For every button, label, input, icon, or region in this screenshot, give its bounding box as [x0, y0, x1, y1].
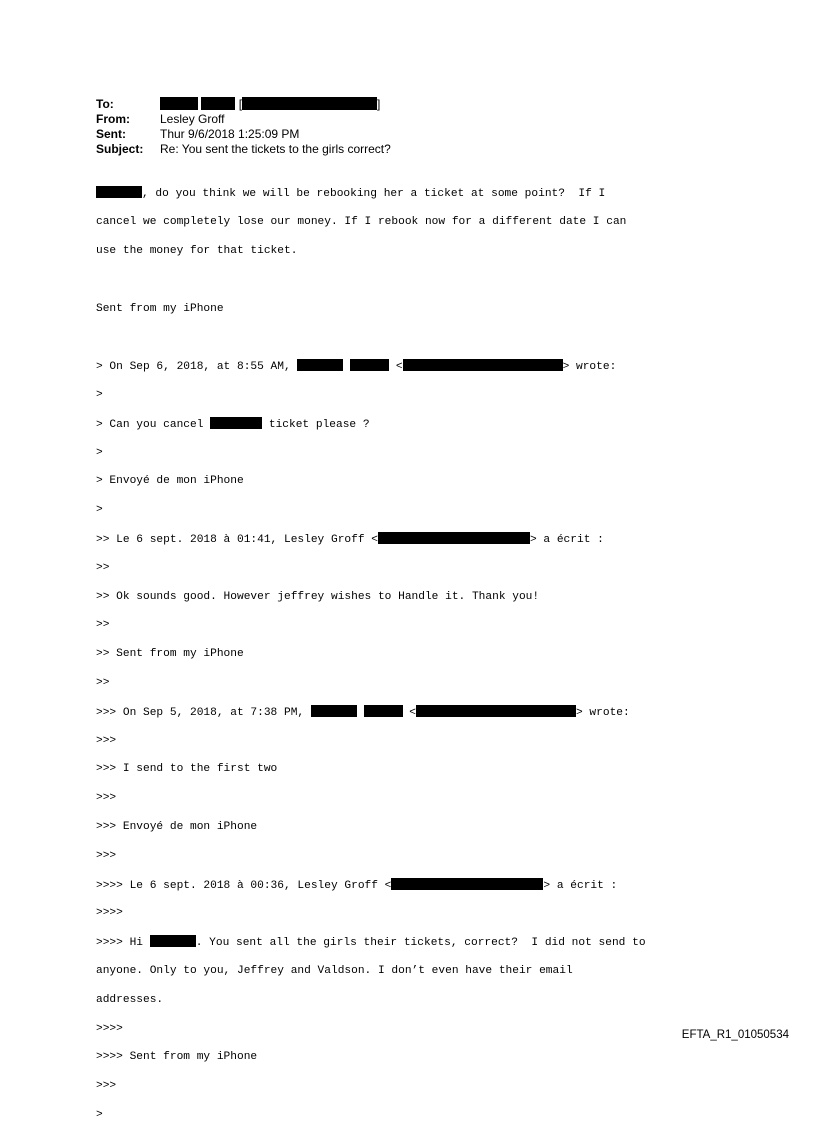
body-line: >>: [96, 619, 110, 632]
body-text: > On Sep 6, 2018, at 8:55 AM,: [96, 361, 298, 374]
body-line: >: [96, 446, 103, 459]
body-text: , do you think we will be rebooking her a ticket at some point? If I: [142, 188, 606, 201]
body-line: >>>> Sent from my iPhone: [96, 1051, 258, 1064]
from-value: Lesley Groff: [160, 112, 225, 126]
body-text: <: [389, 361, 403, 374]
body-text: >>>> Hi: [96, 937, 150, 950]
body-text: <: [402, 706, 416, 719]
from-label: From:: [96, 112, 130, 126]
subject-value: Re: You sent the tickets to the girls correct?: [160, 142, 391, 156]
sent-label: Sent:: [96, 127, 126, 141]
body-line: [96, 878, 646, 892]
body-text: > a écrit :: [543, 879, 618, 892]
body-line: >>>: [96, 734, 117, 747]
to-label: To:: [96, 97, 114, 111]
body-line: >>: [96, 561, 110, 574]
redaction-bar: [160, 97, 198, 110]
body-line: >>: [96, 676, 110, 689]
body-line: >: [96, 504, 103, 517]
body-line: [96, 705, 646, 719]
body-text: > wrote:: [576, 706, 630, 719]
redaction-bar: [378, 532, 530, 544]
body-line: cancel we completely lose our money. If I rebook now for a different date I can: [96, 216, 627, 229]
body-blank: [96, 273, 646, 287]
body-text: > Can you cancel: [96, 418, 211, 431]
redaction-bar: [311, 705, 357, 717]
redaction-bar: [242, 97, 377, 110]
body-text: . You sent all the girls their tickets, correct? I did not send to: [195, 937, 646, 950]
body-line: [96, 359, 646, 373]
to-value: [160, 97, 380, 112]
body-line: > Envoyé de mon iPhone: [96, 475, 244, 488]
email-body: [96, 172, 646, 1137]
subject-label: Subject:: [96, 142, 144, 156]
redaction-bar: [150, 935, 196, 947]
body-line: anyone. Only to you, Jeffrey and Valdson. I don’t even have their email: [96, 964, 573, 977]
body-blank: [96, 330, 646, 344]
to-bracket-close: ]: [377, 97, 381, 111]
body-text: >>>> Le 6 sept. 2018 à 00:36, Lesley Groff <: [96, 879, 392, 892]
body-line: >>>: [96, 849, 117, 862]
body-line: addresses.: [96, 993, 164, 1006]
body-line: [96, 935, 646, 949]
body-line: >> Ok sounds good. However jeffrey wishes to Handle it. Thank you!: [96, 590, 540, 603]
body-line: >>>: [96, 1080, 117, 1093]
body-line: >>>: [96, 792, 117, 805]
body-line: [96, 186, 646, 200]
redaction-bar: [201, 97, 235, 110]
redaction-bar: [297, 359, 343, 371]
to-bracket-open: [: [238, 97, 243, 111]
body-text: >>> On Sep 5, 2018, at 7:38 PM,: [96, 706, 311, 719]
redaction-bar: [350, 359, 389, 371]
body-line: >>> Envoyé de mon iPhone: [96, 820, 258, 833]
body-text: > wrote:: [562, 361, 617, 374]
body-line: >>> I send to the first two: [96, 763, 278, 776]
sent-value: Thur 9/6/2018 1:25:09 PM: [160, 127, 300, 141]
body-line: >: [96, 388, 103, 401]
body-text: ticket please ?: [262, 418, 370, 431]
body-line: use the money for that ticket.: [96, 245, 298, 257]
redaction-bar: [96, 186, 142, 198]
document-id: EFTA_R1_01050534: [681, 1029, 789, 1041]
body-line: >> Sent from my iPhone: [96, 648, 244, 661]
body-line: [96, 417, 646, 431]
body-line: >>>>: [96, 1022, 123, 1035]
redaction-bar: [364, 705, 403, 717]
redaction-bar: [416, 705, 576, 717]
redaction-bar: [391, 878, 543, 890]
body-text: > a écrit :: [529, 533, 604, 546]
body-line: Sent from my iPhone: [96, 302, 224, 315]
redaction-bar: [403, 359, 563, 371]
body-line: [96, 532, 646, 546]
body-line: >: [96, 1108, 103, 1121]
body-line: >>>>: [96, 907, 123, 920]
body-text: >> Le 6 sept. 2018 à 01:41, Lesley Groff <: [96, 533, 378, 546]
redaction-bar: [210, 417, 262, 429]
